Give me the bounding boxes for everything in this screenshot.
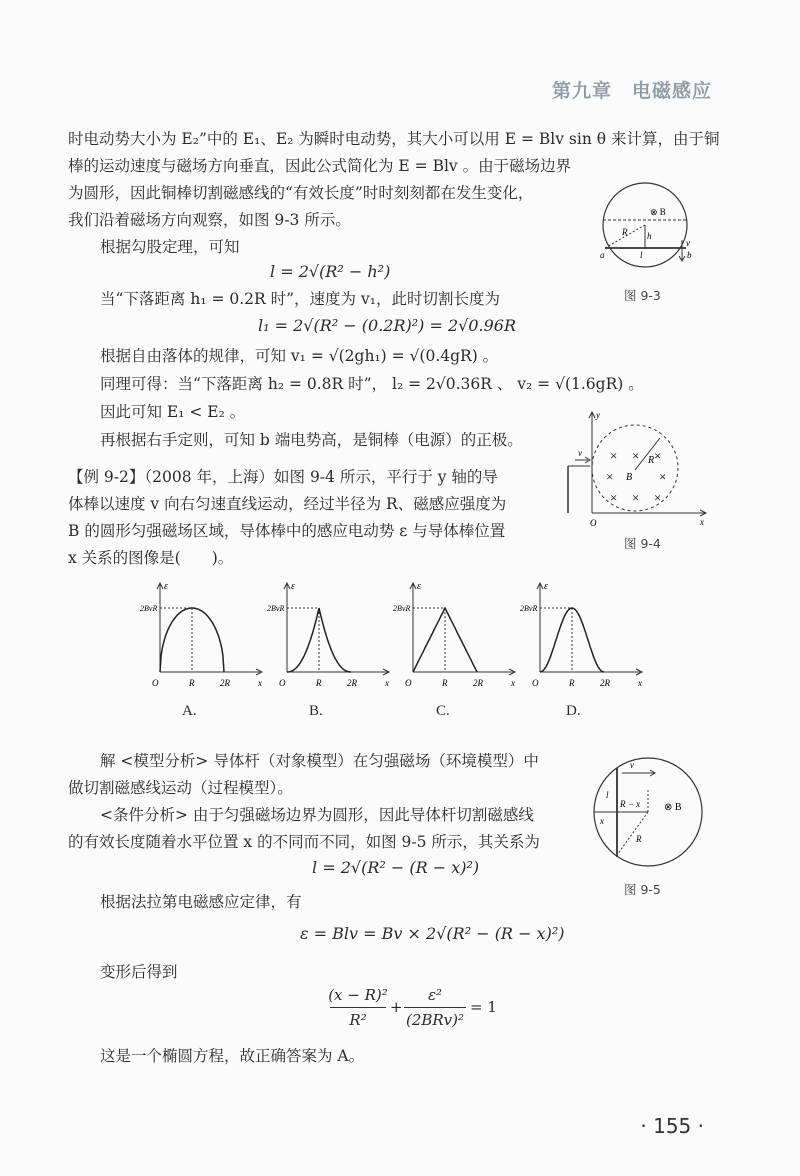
- fig94-y: y: [596, 410, 600, 420]
- cross: ×: [654, 448, 662, 463]
- graph-option-b: [267, 581, 389, 688]
- fig95-v: v: [630, 760, 634, 770]
- peak-label: 2BvR: [140, 604, 158, 613]
- equals-one: = 1: [470, 998, 497, 1016]
- paragraph-line: 根据自由落体的规律，可知 v₁ = √(2gh₁) = √(0.4gR) 。: [100, 347, 499, 365]
- solution-line: 这是一个椭圆方程，故正确答案为 A。: [100, 1047, 365, 1065]
- graph-option-c: [393, 581, 515, 688]
- tick-label-2r: 2R: [347, 678, 357, 688]
- tick-label-2r: 2R: [473, 678, 483, 688]
- fig95-l: l: [606, 790, 609, 800]
- example-line: B 的圆形匀强磁场区域，导体棒中的感应电动势 ε 与导体棒位置: [68, 522, 506, 540]
- example-line: 体棒以速度 v 向右匀速直线运动，经过半径为 R、磁感应强度为: [68, 495, 507, 513]
- peak-label: 2BvR: [393, 604, 411, 613]
- solution-line: <条件分析> 由于匀强磁场边界为圆形，因此导体杆切割磁感线: [100, 806, 534, 824]
- fig93-R: R: [622, 227, 628, 237]
- figure-caption: 图 9-4: [624, 536, 661, 551]
- fig93-h: h: [647, 231, 652, 241]
- x-axis-label: x: [511, 678, 515, 688]
- fig94-x: x: [700, 517, 704, 527]
- frac2-num: ε²: [427, 986, 443, 1004]
- option-b-label: B.: [309, 703, 323, 719]
- cross: ×: [610, 448, 618, 463]
- paragraph-line: 当“下落距离 h₁ = 0.2R 时”，速度为 v₁，此时切割长度为: [100, 290, 500, 308]
- graph-option-a: [140, 581, 262, 688]
- page-number: · 155 ·: [640, 1114, 704, 1138]
- example-line: x 关系的图像是( )。: [68, 549, 234, 567]
- fig93-a: a: [600, 250, 605, 260]
- ellipse-equation: [328, 986, 498, 1038]
- figure-caption: 图 9-5: [624, 882, 661, 897]
- tick-label-2r: 2R: [600, 678, 610, 688]
- fig94-O: O: [590, 518, 597, 528]
- solution-line: 解 <模型分析> 导体杆（对象模型）在匀强磁场（环境模型）中: [100, 752, 539, 770]
- fig93-l: l: [640, 250, 643, 260]
- cross: ×: [606, 469, 614, 484]
- paragraph-line: 同理可得：当“下落距离 h₂ = 0.8R 时”， l₂ = 2√0.36R 、 v₂ = √(1.6gR) 。: [100, 375, 644, 393]
- fig95-B: ⊗ B: [664, 802, 682, 813]
- figure-9-4: [560, 408, 710, 528]
- paragraph-line: 棒的运动速度与磁场方向垂直，因此公式简化为 E = Blv 。由于磁场边界: [68, 157, 572, 175]
- origin-label: O: [405, 678, 412, 688]
- chapter-header: 第九章 电磁感应: [551, 80, 712, 102]
- fig95-R: R: [636, 834, 642, 844]
- figure-caption: 图 9-3: [624, 288, 661, 303]
- y-axis-label: ε: [291, 581, 295, 592]
- solution-line: 变形后得到: [100, 963, 178, 981]
- graph-option-d: [520, 581, 642, 688]
- plus-sign: +: [390, 998, 403, 1016]
- paragraph-line: 因此可知 E₁ < E₂ 。: [100, 403, 246, 421]
- y-axis-label: ε: [544, 581, 548, 592]
- paragraph-line: 再根据右手定则，可知 b 端电势高，是铜棒（电源）的正极。: [100, 431, 523, 449]
- y-axis-label: ε: [417, 581, 421, 592]
- paragraph-line: 为圆形，因此铜棒切割磁感线的“有效长度”时时刻刻都在发生变化，: [68, 184, 534, 202]
- equation: l₁ = 2√(R² − (0.2R)²) = 2√0.96R: [258, 316, 517, 335]
- origin-label: O: [279, 678, 286, 688]
- frac2-den: (2BRv)²: [405, 1011, 465, 1029]
- fig94-R: R: [648, 455, 655, 466]
- paragraph-line: 根据勾股定理，可知: [100, 238, 240, 256]
- fig95-Rx: R − x: [620, 799, 641, 809]
- equation: l = 2√(R² − h²): [270, 262, 391, 281]
- cross: ×: [632, 448, 640, 463]
- tick-label-r: R: [569, 678, 575, 688]
- paragraph-line: 我们沿着磁场方向观察，如图 9-3 所示。: [68, 211, 351, 229]
- fig94-B: B: [626, 472, 633, 483]
- fig93-v: v: [686, 238, 690, 248]
- fig93-b: b: [687, 250, 692, 260]
- option-c-label: C.: [436, 703, 450, 719]
- tick-label-r: R: [442, 678, 448, 688]
- origin-label: O: [152, 678, 159, 688]
- frac1-den: R²: [349, 1011, 367, 1029]
- example-line: 【例 9-2】（2008 年，上海）如图 9-4 所示，平行于 y 轴的导: [68, 468, 498, 486]
- fig95-x: x: [600, 816, 604, 826]
- tick-label-2r: 2R: [220, 678, 230, 688]
- tick-label-r: R: [316, 678, 322, 688]
- solution-line: 做切割磁感线运动（过程模型）。: [68, 779, 293, 797]
- x-axis-label: x: [385, 678, 389, 688]
- option-d-label: D.: [566, 703, 581, 719]
- solution-line: 根据法拉第电磁感应定律，有: [100, 893, 302, 911]
- equation: ε = Blv = Bv × 2√(R² − (R − x)²): [300, 924, 565, 943]
- figure-9-5: [588, 752, 708, 874]
- cross: ×: [610, 490, 618, 505]
- frac1-num: (x − R)²: [328, 986, 388, 1004]
- cross: ×: [654, 490, 662, 505]
- option-a-label: A.: [182, 703, 197, 719]
- option-graphs: [140, 580, 660, 692]
- y-axis-label: ε: [164, 581, 168, 592]
- cross: ×: [632, 490, 640, 505]
- peak-label: 2BvR: [267, 604, 285, 613]
- paragraph-line: 时电动势大小为 E₂”中的 E₁、E₂ 为瞬时电动势，其大小可以用 E = Blv sin θ 来计算，由于铜: [68, 130, 720, 148]
- tick-label-r: R: [189, 678, 195, 688]
- solution-line: 的有效长度随着水平位置 x 的不同而不同，如图 9-5 所示，其关系为: [68, 833, 540, 851]
- figure-9-3: [590, 180, 710, 275]
- equation: l = 2√(R² − (R − x)²): [312, 858, 480, 877]
- x-axis-label: x: [638, 678, 642, 688]
- cross: ×: [659, 469, 667, 484]
- fig93-B: ⊗ B: [650, 207, 666, 217]
- x-axis-label: x: [258, 678, 262, 688]
- origin-label: O: [532, 678, 539, 688]
- peak-label: 2BvR: [520, 604, 538, 613]
- fig94-v: v: [578, 448, 582, 458]
